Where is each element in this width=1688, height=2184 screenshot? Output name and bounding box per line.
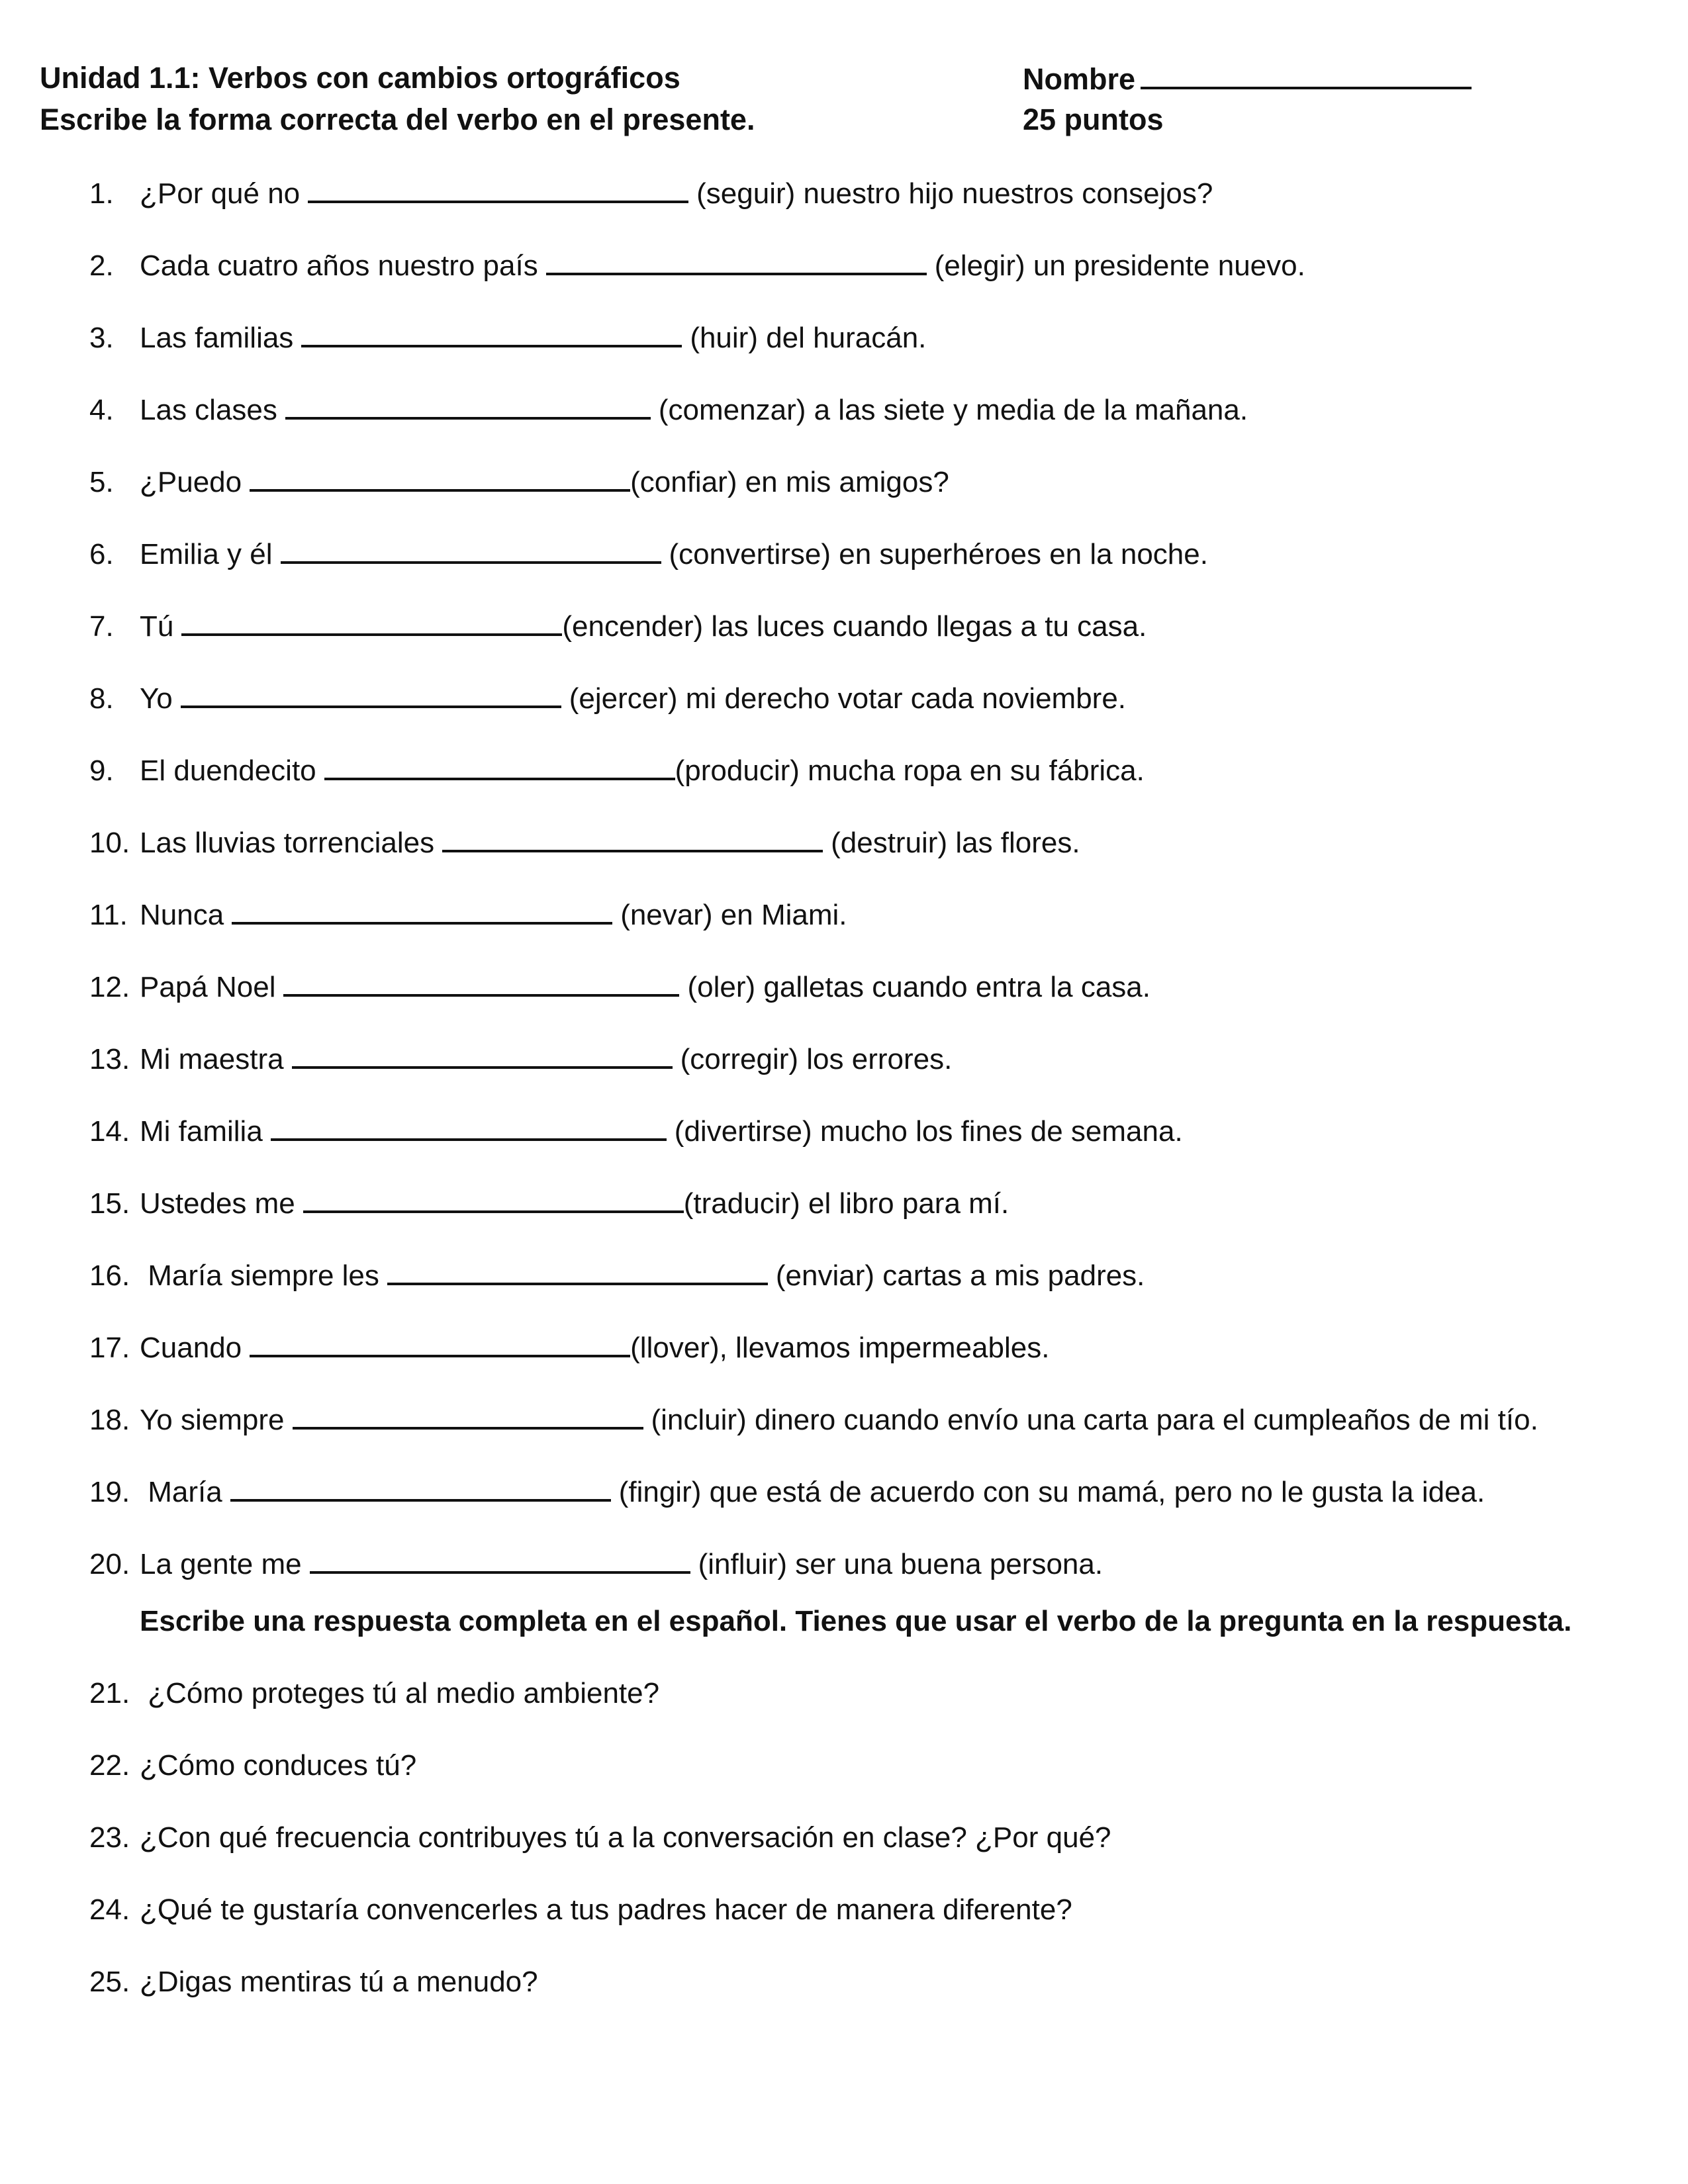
question-verb-clause: (fingir) que está de acuerdo con su mamá, pero no le gusta la idea. — [618, 1476, 1485, 1508]
question-number: 12. — [89, 971, 130, 1003]
question-number: 14. — [89, 1115, 130, 1148]
question-verb-clause: (ejercer) mi derecho votar cada noviembre. — [569, 682, 1127, 715]
question-prompt: Las clases — [140, 394, 277, 426]
question-item — [89, 754, 1145, 786]
question-item — [89, 1042, 952, 1074]
question-number: 9. — [89, 754, 114, 787]
question-prompt: Ustedes me — [140, 1187, 295, 1220]
question-verb-clause: (convertirse) en superhéroes en la noche. — [669, 538, 1208, 570]
question-item — [89, 1187, 1009, 1218]
question-item — [89, 177, 1213, 208]
question-item — [89, 1331, 1049, 1363]
question-number: 17. — [89, 1332, 130, 1364]
question-prompt: Tú — [140, 610, 174, 643]
question-prompt: Yo — [140, 682, 173, 715]
question-item — [89, 1968, 538, 1997]
question-verb-clause: (nevar) en Miami. — [620, 899, 847, 931]
question-text: ¿Digas mentiras tú a menudo? — [140, 1966, 538, 1998]
answer-blank[interactable] — [281, 537, 661, 564]
question-text: ¿Cómo proteges tú al medio ambiente? — [140, 1677, 660, 1709]
answer-blank[interactable] — [230, 1475, 611, 1502]
question-number: 13. — [89, 1043, 130, 1075]
question-verb-clause: (divertirse) mucho los fines de semana. — [674, 1115, 1183, 1148]
question-item — [89, 898, 847, 930]
answer-blank[interactable] — [546, 249, 927, 275]
question-prompt: Las familias — [140, 322, 294, 354]
question-number: 10. — [89, 827, 130, 859]
question-item — [89, 1751, 416, 1780]
question-number: 4. — [89, 394, 114, 426]
question-prompt: Mi maestra — [140, 1043, 284, 1075]
question-item — [89, 393, 1248, 425]
question-number: 7. — [89, 610, 114, 643]
question-item — [89, 1403, 1538, 1435]
question-text: ¿Con qué frecuencia contribuyes tú a la conversación en clase? ¿Por qué? — [140, 1821, 1111, 1854]
question-number: 6. — [89, 538, 114, 570]
question-item — [89, 1115, 1183, 1146]
question-verb-clause: (incluir) dinero cuando envío una carta para el cumpleaños de mi tío. — [651, 1404, 1538, 1436]
answer-blank[interactable] — [232, 898, 612, 925]
question-prompt: Las lluvias torrenciales — [140, 827, 435, 859]
question-prompt: ¿Puedo — [140, 466, 242, 498]
question-prompt: Mi familia — [140, 1115, 263, 1148]
worksheet-instructions: Escribe la forma correcta del verbo en el presente. — [40, 103, 755, 136]
question-verb-clause: (destruir) las flores. — [831, 827, 1080, 859]
answer-blank[interactable] — [293, 1403, 643, 1430]
question-verb-clause: (llover), llevamos impermeables. — [630, 1332, 1050, 1364]
question-verb-clause: (corregir) los errores. — [680, 1043, 953, 1075]
question-verb-clause: (comenzar) a las siete y media de la mañana. — [658, 394, 1248, 426]
question-item — [89, 826, 1080, 858]
question-prompt: La gente me — [140, 1548, 302, 1580]
question-number: 5. — [89, 466, 114, 498]
answer-blank[interactable] — [292, 1042, 673, 1069]
answer-blank[interactable] — [308, 177, 688, 203]
question-item — [89, 465, 949, 497]
question-verb-clause: (encender) las luces cuando llegas a tu casa. — [562, 610, 1147, 643]
question-prompt: Cada cuatro años nuestro país — [140, 250, 538, 282]
name-label: Nombre — [1023, 62, 1136, 96]
answer-blank[interactable] — [283, 970, 679, 997]
question-number: 11. — [89, 899, 128, 931]
points-label: 25 puntos — [1023, 103, 1164, 136]
question-prompt: ¿Por qué no — [140, 177, 301, 210]
question-verb-clause: (oler) galletas cuando entra la casa. — [687, 971, 1150, 1003]
question-prompt: El duendecito — [140, 754, 316, 787]
question-text: ¿Qué te gustaría convencerles a tus padres hacer de manera diferente? — [140, 1893, 1072, 1926]
question-item — [89, 682, 1126, 713]
question-item — [89, 1823, 1111, 1852]
name-field-group — [1023, 63, 1472, 94]
question-number: 18. — [89, 1404, 130, 1436]
answer-blank[interactable] — [310, 1547, 690, 1574]
question-prompt: María siempre les — [140, 1259, 379, 1292]
question-number: 15. — [89, 1187, 130, 1220]
question-prompt: María — [140, 1476, 222, 1508]
answer-blank[interactable] — [271, 1115, 667, 1141]
answer-blank[interactable] — [181, 682, 561, 708]
question-number: 24. — [89, 1893, 130, 1926]
question-verb-clause: (seguir) nuestro hijo nuestros consejos? — [696, 177, 1213, 210]
question-prompt: Emilia y él — [140, 538, 273, 570]
question-item — [89, 970, 1150, 1002]
question-number: 23. — [89, 1821, 130, 1854]
answer-blank[interactable] — [250, 1331, 630, 1357]
question-verb-clause: (elegir) un presidente nuevo. — [934, 250, 1305, 282]
name-blank[interactable] — [1141, 63, 1472, 89]
section-2-instructions: Escribe una respuesta completa en el español. Tienes que usar el verbo de la pregunta en la respuesta. — [140, 1605, 1572, 1637]
question-item — [89, 610, 1147, 641]
question-prompt: Nunca — [140, 899, 224, 931]
question-prompt: Cuando — [140, 1332, 242, 1364]
question-item — [89, 1679, 659, 1708]
answer-blank[interactable] — [442, 826, 823, 852]
question-prompt: Papá Noel — [140, 971, 276, 1003]
question-verb-clause: (huir) del huracán. — [690, 322, 927, 354]
question-item — [89, 1475, 1485, 1507]
answer-blank[interactable] — [285, 393, 651, 420]
worksheet-title: Unidad 1.1: Verbos con cambios ortográficos — [40, 61, 680, 95]
question-number: 16. — [89, 1259, 130, 1292]
question-number: 22. — [89, 1749, 130, 1782]
question-item — [89, 537, 1208, 569]
question-item — [89, 1547, 1103, 1579]
question-item — [89, 249, 1305, 281]
answer-blank[interactable] — [181, 610, 562, 636]
question-number: 19. — [89, 1476, 130, 1508]
question-number: 8. — [89, 682, 114, 715]
question-verb-clause: (influir) ser una buena persona. — [698, 1548, 1103, 1580]
question-verb-clause: (confiar) en mis amigos? — [630, 466, 949, 498]
question-number: 1. — [89, 177, 114, 210]
answer-blank[interactable] — [250, 465, 630, 492]
question-item — [89, 321, 926, 353]
question-verb-clause: (producir) mucha ropa en su fábrica. — [675, 754, 1145, 787]
question-item — [89, 1259, 1145, 1291]
question-verb-clause: (traducir) el libro para mí. — [683, 1187, 1009, 1220]
answer-blank[interactable] — [324, 754, 675, 780]
question-text: ¿Cómo conduces tú? — [140, 1749, 417, 1782]
question-number: 25. — [89, 1966, 130, 1998]
question-number: 21. — [89, 1677, 130, 1709]
answer-blank[interactable] — [301, 321, 682, 347]
answer-blank[interactable] — [387, 1259, 768, 1285]
question-verb-clause: (enviar) cartas a mis padres. — [775, 1259, 1145, 1292]
question-number: 2. — [89, 250, 114, 282]
question-number: 3. — [89, 322, 114, 354]
question-item — [89, 1895, 1072, 1925]
question-number: 20. — [89, 1548, 130, 1580]
question-prompt: Yo siempre — [140, 1404, 285, 1436]
answer-blank[interactable] — [303, 1187, 684, 1213]
